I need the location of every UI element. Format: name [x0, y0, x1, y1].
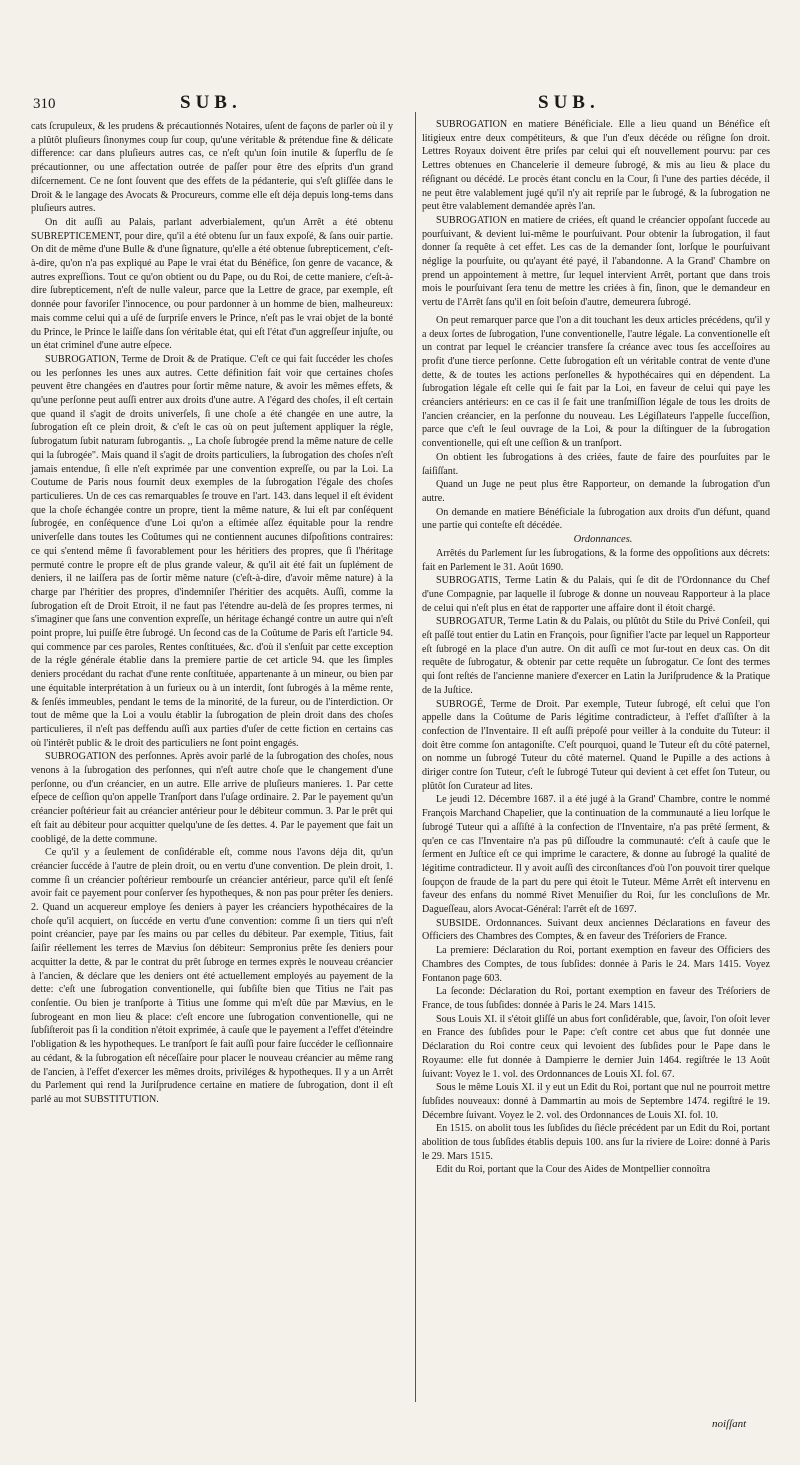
paragraph: SUBROGATION des perſonnes. Après avoir parlé de la ſubrogation des choſes, nous venons à la ſubrogation des perſonnes, qui n'eſt autre choſe que le changement d'une perſonne, ou d'un créancier, en un autre. Elle arrive de pluſieurs manieres. 1. Par cette eſpece de ceſſion qu'on appelle Tranſport dans l'uſage ordinaire. 2. Par le payement qu'un créancier poſtérieur fait au créancier antérieur pour le débiteur commun. 3. Par le prêt qui eſt fait au débiteur pour acquitter quelqu'une de ſes dettes. 4. Par le payement que fait un coobligé, de la dette commune. — [31, 751, 393, 845]
column-rule — [415, 112, 416, 1402]
section-heading: Ordonnances. — [573, 534, 633, 546]
right-column — [422, 118, 770, 1177]
paragraph: cats ſcrupuleux, & les prudens & précautionnés Notaires, uſent de façons de parler où il y a plûtôt pluſieurs ſinonymes coup ſur coup, qu'une véritable & prétendue fine & délicate difference: car dans pluſieurs autres cas, ce n'eſt qu'un ſoin inutile & ſuperflu de ſe précautionner, ou une affectation outrée de paſſer pour être des eſprits d'un grand diſcernement. Ce ne ſont ſouvent que des effets de la pédanterie, qui s'eſt gliſſée dans le Droit & le langage des Avocats & Procureurs, comme elle eſt déja depuis long-tems dans pluſieurs autres. — [31, 121, 393, 215]
paragraph: Sous Louis XI. il s'étoit gliſſé un abus fort conſidérable, que, ſavoir, l'on oſoit lever en France des ſubſides pour le Pape: c'eſt contre cet abus que fut donnée une Déclaration du Roi contre ceux qui levoient des ſubſides pour le Pape dans le Royaume: elle fut donnée à Dampierre le dernier Juin 1464. regiſtrée le 13 Août ſuivant: Voyez le 1. vol. des Ordonnances de Louis XI. fol. 67. — [422, 1013, 770, 1080]
paragraph: Sous le même Louis XI. il y eut un Edit du Roi, portant que nul ne pourroit mettre ſubſides nouveaux: donné à Dammartin au mois de Septembre 1474. regiſtré le 19. Décembre ſuivant. Voyez le 2. vol. des Ordonnances de Louis XI. fol. 10. — [422, 1082, 770, 1121]
running-head-right: SUB. — [538, 92, 600, 113]
paragraph: SUBROGATION en matiere de criées, eſt quand le créancier oppoſant ſuccede au pourſuivant, & devient lui-même le pourſuivant. Pour obtenir la ſubrogation, il faut donner ſa requête à cet effet. Les cas de la demander ſont, lorſque le pourſuivant néglige la pourſuite, ou qu'ayant été payé, il l'abandonne. A la Grand' Chambre on prend un appointement à mettre, ſur lequel intervient Arrêt, portant que dans trois mois le pourſuivant ſera tenu de mettre les criées à fin, ſinon, que le demandeur en vertu de l'Arrêt ſans qu'il en ſoit beſoin d'autre, demeurera ſubrogé. — [422, 214, 770, 309]
left-column — [31, 120, 393, 1107]
paragraph: La ſeconde: Déclaration du Roi, portant exemption en faveur des Tréſoriers de France, de tous ſubſides: donnée à Paris le 24. Mars 1415. — [422, 986, 770, 1011]
paragraph: On dit auſſi au Palais, parlant adverbialement, qu'un Arrêt a été obtenu SUBREPTICEMENT, pour dire, qu'il a été obtenu ſur un faux expoſé, & ſans ouir partie. On dit de même d'une Bulle & d'une ſignature, qu'elle a été obtenue ſubrepticement, c'eſt-à-dire, qu'on n'a pas expliqué au Pape le vrai état du Bénéfice, ſon genre de vacance, & autres expreſſions. Tout ce qu'on obtient ou du Pape, ou du Roi, de cette maniere, c'eſt-à-dire ſubrepticement, n'eſt de nulle valeur, parce que la Lettre de grace, par exemple, eſt donnée pour favoriſer l'innocence, ou pour pardonner à un homme de bien, malheureux: mais comme celui qui a uſé de ſurpriſe envers le Prince, n'eſt pas le vrai objet de la bonté du Prince, le Prince le laiſſe dans ſon véritable état, qui eſt l'état d'un aggreſſeur injuſte, ou un état criminel d'une autre eſpece. — [31, 216, 393, 352]
paragraph: En 1515. on abolit tous les ſubſides du ſiécle précédent par un Edit du Roi, portant abolition de tous ſubſides établis depuis 100. ans ſur la riviere de Loire: donné à Paris le 29. Mars 1515. — [422, 1123, 770, 1162]
paragraph: Ce qu'il y a ſeulement de conſidérable eſt, comme nous l'avons déja dit, qu'un créancier ſuccéde à l'autre de plein droit, ou en vertu d'une convention. De plein droit, 1. comme ſi un créancier poſtérieur rembourſe un créancier antérieur, parce qu'il eſt ſenſé avoir fait ce payement pour conſerver ſes hypotheques, & non pas pour prêter ſes deniers. 2. Quand un acquereur employe ſes deniers à payer les créanciers hypothécaires de la choſe qu'il acquiert, on ſuccéde en vertu d'une convention: comme ſi un tiers qui n'eſt point créancier, paye par ſes mains ou par celles du débiteur. Par exemple, Titius, fait ſaiſir réellement les terres de Mævius ſon débiteur: Sempronius prête ſes deniers pour acquitter la dette, & par le contrat du prêt ſubroge en termes exprès le nouveau créancier à l'ancien, & déclare que les deniers ont été actuellement employés au payement de la dette: c'eſt une ſubrogation conventionelle, qui ſubſiſte bien que Titius ne l'ait pas conſentie. Ou bien je tranſporte à Titius une ſomme qui m'eſt dûe par Mævius, en le ſubrogeant en mon lieu & place: c'eſt encore une ſubrogation conventionelle, qui ne ſubſiſteroit pas ſi la condition n'étoit exprimée, à cauſe que le payement a l'effet d'éteindre l'obligation & les hypotheques. Le tranſport ſe fait auſſi pour faire ſuccéder le ceſſionnaire au cédant, & la ſubrogation eſt néceſſaire pour placer le nouveau créancier au même rang de l'ancien, à l'effet d'exercer les mêmes droits, priviléges & hypotheques. Il y a un Arrêt du Parlement qui rend la Juriſprudence certaine en matiere de ſubrogation, dont il eſt parlé au mot SUBSTITUTION. — [31, 847, 393, 1105]
paragraph: SUBROGATION, Terme de Droit & de Pratique. C'eſt ce qui fait ſuccéder les choſes ou les perſonnes les unes aux autres. Cette définition fait voir que certaines choſes peuvent être changées en d'autres pour ſortir même nature, & avoir les mêmes effets, & qu'une perſonne peut auſſi entrer aux droits d'une autre. A l'égard des choſes, il eſt certain que quand il s'agit de droits univerſels, ſi une choſe a été changée en une autre, la ſubrogation eſt ce plein droit, & c'eſt le cas où on peut juſtement appliquer la régle, ſubrogatum ſubit naturam ſubrogantis. ,, La choſe ſubrogée prend la même nature de celle qui la ſubrogée". Mais quand il s'agit de droits particuliers, la ſubrogation des choſes n'eſt jamais entendue, ſi elle n'eſt exprimée par une convention expreſſe, ou par la Loi. La Coutume de Paris nous fournit deux exemples de la ſubrogation l'égale des choſes particulieres. Un de ces cas remarquables ſe trouve en l'art. 143. dans lequel il eſt évident que la choſe échangée contre un propre, tient la même nature, & lui eſt par conſéquent ſubrogée, en conſéquence d'une Loi qu'on a eſtimée aſſez équitable pour la rendre univerſelle dans toutes les Coûtumes qui ne contiennent aucunes diſpoſitions contraires: ce qui s'entend même ſi favorablement pour les héritiers des propres, que ſi l'héritage permuté contre le propre eſt de plus grande valeur, & qu'il ait été fait un ſuplément de deniers, il ne laiſſera pas de ſortir même nature (c'eſt-à-dire, d'avoir même nature) à la charge par l'héritier des propres, d'indemniſer l'héritier des acquêts. Auſſi, comme la ſubrogation eſt de Droit Etroit, il ne faut pas l'étendre au-delà de ſes propres termes, ni s'imaginer que ſans une convention expreſſe, un héritage échangé contre un autre qui n'eſt point propre, lui puiſſe être ſubrogé. Un ſecond cas de la Coûtume de Paris eſt l'article 94. qui commence par ces paroles, Rentes conſtituées, &c. d'où il s'enſuit par cette exception de la régle générale établie dans la premiere partie de cet article 94. que les ſimples deniers procédant du rachat d'une rente conſtituée, appartenante à un mineur, ou bien par une équitable interprétation à un furieux ou à un interdit, ſont ſubrogés à la même rente, & ſenſés immeubles, pendant le tems de la minorité, de la fureur, ou de l'interdiction. Or tout de même que la Loi a voulu établir la ſubrogation de plein droit dans des choſes particulieres, il n'eſt pas deffendu auſſi aux parties d'uſer de cette fiction en certains cas où l'intérêt public & le droit des particuliers ne ſont point engagés. — [31, 353, 393, 749]
paragraph: SUBROGATION en matiere Bénéficiale. Elle a lieu quand un Bénéfice eſt litigieux entre deux compétiteurs, & que l'un d'eux décéde ou réſigne ſon droit. Lettres Royaux doivent être priſes par celui qui eſt nouvellement pourvu: par ces Lettres obtenues en Chancelerie il demeure ſubrogé, & mis au lieu & place du réſignant ou décédé. Le procès étant conclu en la Cour, ſi l'une des parties décéde, il ne peut être valablement jugé qu'il n'y ait repriſe par le ſubrogé, & la ſubrogation ne peut être valablement demandée après l'an. — [422, 119, 770, 213]
paragraph: Arrêtés du Parlement ſur les ſubrogations, & la forme des oppoſitions aux décrets: fait en Parlement le 31. Août 1690. — [422, 547, 770, 573]
paragraph: On demande en matiere Bénéficiale la ſubrogation aux droits d'un défunt, quand une partie qui conteſte eſt décédée. — [422, 506, 770, 532]
paragraph: SUBROGÉ, Terme de Droit. Par exemple, Tuteur ſubrogé, eſt celui que l'on appelle dans la Coûtume de Paris légitime contradicteur, à l'effet d'aſſiſter à la confection de l'Inventaire. Il eſt auſſi prépoſé pour veiller à la conduite du Tuteur: il doit être comme ſon antagoniſte. C'eſt pourquoi, quand le Tuteur eſt du côté paternel, on nomme un ſubrogé Tuteur du côté maternel. Quand le Pupille a des actions à diriger contre ſon Tuteur, c'eſt le ſubrogé Tuteur qui devient à cet effet ſon Tuteur, ou plûtôt ſon Curateur ad lites. — [422, 698, 770, 792]
paragraph: La premiere: Déclaration du Roi, portant exemption en faveur des Officiers des Chambres des Comptes, de tous ſubſides: donnée à Paris le 24. Mars 1415. Voyez Fontanon page 603. — [422, 945, 770, 984]
paragraph: SUBROGATIS, Terme Latin & du Palais, qui ſe dit de l'Ordonnance du Chef d'une Compagnie, par laquelle il ſubroge & donne un nouveau Rapporteur à la place de celui qui n'eſt plus en état de rapporter une affaire dont il étoit chargé. — [422, 575, 770, 614]
page-number: 310 — [33, 96, 56, 112]
paragraph: Le jeudi 12. Décembre 1687. il a été jugé à la Grand' Chambre, contre le nommé François Marchand Chapelier, que la continuation de la communauté a lieu lorſque le ſubrogé Tuteur qui a aſſiſté à la confection de l'Inventaire, n'a pas prêté ſerment, & qu'en ce cas l'Inventaire n'a pas pû diſſoudre la communauté: c'eſt à cauſe que le ſerment en Juſtice eſt ce qui imprime le caractere, & donne au ſubrogé la qualité de légitime contradicteur. Il y avoit auſſi des circonſtances d'où l'on pouvoit tirer quelque ſoupçon de fraude de la part du pere qui étoit le Tuteur. Même Arrêt eſt intervenu en faveur des enfans du nommé Rivet Menuiſier du Roi, ſur les concluſions de Mr. Dagueſſeau, alors Avocat-Général: l'arrêt eſt de 1697. — [422, 794, 770, 916]
paragraph: SUBSIDE. Ordonnances. Suivant deux anciennes Déclarations en faveur des Officiers des Chambres des Comptes, & en faveur des Tréſoriers de France. — [422, 917, 770, 943]
paragraph: On peut remarquer parce que l'on a dit touchant les deux articles précédens, qu'il y a deux ſortes de ſubrogation, l'une conventionelle, l'autre légale. La conventionelle eſt un contrat par lequel le créancier transfere ſa créance avec tous ſes acceſſoires au profit d'une tierce perſonne. Cette ſubrogation eſt un véritable contrat de vente d'une dette, & de toutes les actions perſonelles & hypothécaires qui en dépendent. La ſubrogation légale eſt celle qui ſe fait par la Loi, en faveur de celui qui paye les créanciers antérieurs: en ce cas il ſe fait une tranſmiſſion légale de tous les droits de l'ancien créancier, en la perſonne du nouveau. Les Légiſlateurs l'appelle ſucceſſion, parce que c'eſt le ſeul ouvrage de la Loi, & pour la diſtinguer de la ſubrogation conventionelle, qui eſt une ceſſion & un tranſport. — [422, 314, 770, 450]
paragraph: On obtient les ſubrogations à des criées, faute de faire des pourſuites par le ſaiſiſſant. — [422, 451, 770, 477]
paragraph: Quand un Juge ne peut plus être Rapporteur, on demande la ſubrogation d'un autre. — [422, 479, 770, 504]
paragraph: Edit du Roi, portant que la Cour des Aides de Montpellier connoîtra — [436, 1164, 711, 1176]
catchword: noiſſant — [712, 1418, 747, 1430]
running-head-left: SUB. — [180, 92, 242, 113]
paragraph: SUBROGATUR, Terme Latin & du Palais, ou plûtôt du Stile du Privé Conſeil, qui eſt paſſé tout entier du Latin en François, pour ſignifier l'acte par lequel un Rapporteur eſt ſubrogé en la place d'un autre. On dit auſſi ce mot ſur-tout en deux cas. On dit requête de ſubrogatur, & obtenir par cette requête un ſubrogatur. Ce ſont des termes qui ſont reſtés de l'ancienne maniere d'exercer en Latin la Juriſprudence & la Pratique de la Juſtice. — [422, 616, 770, 696]
